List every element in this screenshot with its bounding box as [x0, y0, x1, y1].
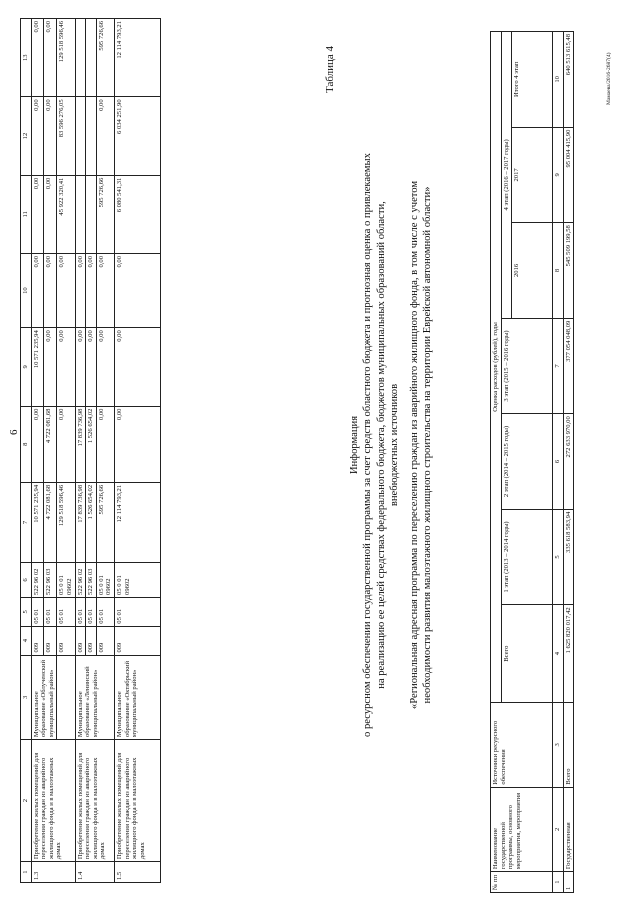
- col-4: 4: [21, 626, 32, 655]
- lower-estimate-table: [490, 31, 574, 893]
- table-row: 009 05 01 522 96 03 4 722 081,68 4 722 081,68 0,00 0,00 0,00 0,00 0,00: [44, 19, 57, 883]
- title-line-1: о ресурсном обеспечении государственной программы за счет средств областного бюджета и прогнозная оценка о привлекаемых: [362, 153, 374, 737]
- year-2017-header: 2017: [512, 127, 553, 223]
- program-line-1: «Региональная адресная программа по переселению граждан из аварийного жилищного фонда, в том числе с учетом: [408, 180, 420, 710]
- table-row: 009 05 01 05 0 01 09602 129 518 596,46 0,00 0,00 0,00 45 922 320,41 83 596 276,05 129 518 596,46: [57, 19, 75, 883]
- title-heading: Информация: [349, 415, 360, 475]
- title-line-3: внебюджетных источников: [389, 383, 401, 507]
- col-7: 7: [21, 482, 32, 562]
- stage4-header: 4 этап (2016 – 2017 годы): [501, 32, 512, 319]
- document-title: [348, 15, 434, 875]
- page-number: 6: [8, 429, 20, 435]
- upper-resource-table: [20, 18, 161, 883]
- total-header: Всего: [501, 605, 553, 703]
- col-12: 12: [21, 97, 32, 175]
- year-2016-header: 2016: [512, 223, 553, 319]
- col-2: 2: [21, 740, 32, 862]
- col-6: 6: [21, 563, 32, 598]
- stage3-header: 3 этап (2015 – 2016 годы): [501, 318, 553, 414]
- table-header-row: [21, 19, 32, 883]
- table-row: 1.5 Приобретение жилых помещений для переселения граждан из аварийного жилищного фонда и в малоэтажных домах Муниципальное образование «Октябрьский муниципальный район» 009 05 01 05 0 01 09602 12 114 793,21 0,00 0,00 0,00 6 080 541,31 6 034 251,90 12 114 793,21: [114, 19, 160, 883]
- stage2-header: 2 этап (2014 – 2015 годы): [501, 414, 553, 510]
- table-4-label: Таблица 4: [324, 45, 336, 93]
- col-13: 13: [21, 19, 32, 97]
- col-11: 11: [21, 175, 32, 253]
- title-line-2: на реализацию ее целей средствах федерального бюджета, бюджетов муниципальных образований области,: [375, 201, 387, 689]
- stage1-header: 1 этап (2013 – 2014 годы): [501, 509, 553, 605]
- footer-note: Мамаева/2016-2687(4): [606, 52, 612, 105]
- estimate-header: Оценка расходов (рублей), годы: [491, 32, 502, 703]
- col-no-header: № пп: [491, 872, 553, 893]
- col-9: 9: [21, 328, 32, 406]
- col-8: 8: [21, 406, 32, 482]
- table-row: 1.4 Приобретение жилых помещений для переселения граждан из аварийного жилищного фонда и в малоэтажных домах Муниципальное образование «Ленинский муниципальный район» 009 05 01 522 96 02 17 839 736,98 17 839 736,98 0,00 0,00: [75, 19, 86, 883]
- col-source-header: Источники ресурсного обеспечения: [491, 703, 553, 788]
- col-name-header: Наименование государственной программы, основного мероприятия, мероприятия: [491, 787, 553, 872]
- table-row: 009 05 01 05 0 01 09602 595 726,66 0,00 0,00 0,00 595 726,66 0,00 595 726,66: [96, 19, 114, 883]
- column-number-row: 1 2 3 4 5 6 7 8 9 10: [553, 32, 564, 893]
- program-line-2: необходимости развития малоэтажного жилищного строительства на территории Еврейской автономной области»: [422, 186, 434, 704]
- table-row: 1.3 Приобретение жилых помещений для переселения граждан из аварийного жилищного фонда и в малоэтажных домах Муниципальное образование «Облученский муниципальный район» 009 05 01 522 96 02 10 571 235,94 0,00 10 571 235,94 0,00 0,00 0,00 0,00: [31, 19, 44, 883]
- col-3: 3: [21, 655, 32, 740]
- table-row: 009 05 01 522 96 03 1 526 654,02 1 526 654,02 0,00 0,00: [86, 19, 97, 883]
- col-10: 10: [21, 253, 32, 327]
- stage4-total-header: Итого 4 этап: [512, 32, 553, 128]
- col-1: 1: [21, 862, 32, 883]
- table-row: 1 Государственная Всего 1 625 820 017,42 335 618 583,94 272 633 970,00 377 054 048,09 545 509 199,58 95 004 415,90 640 513 615,48: [563, 32, 574, 893]
- col-5: 5: [21, 597, 32, 626]
